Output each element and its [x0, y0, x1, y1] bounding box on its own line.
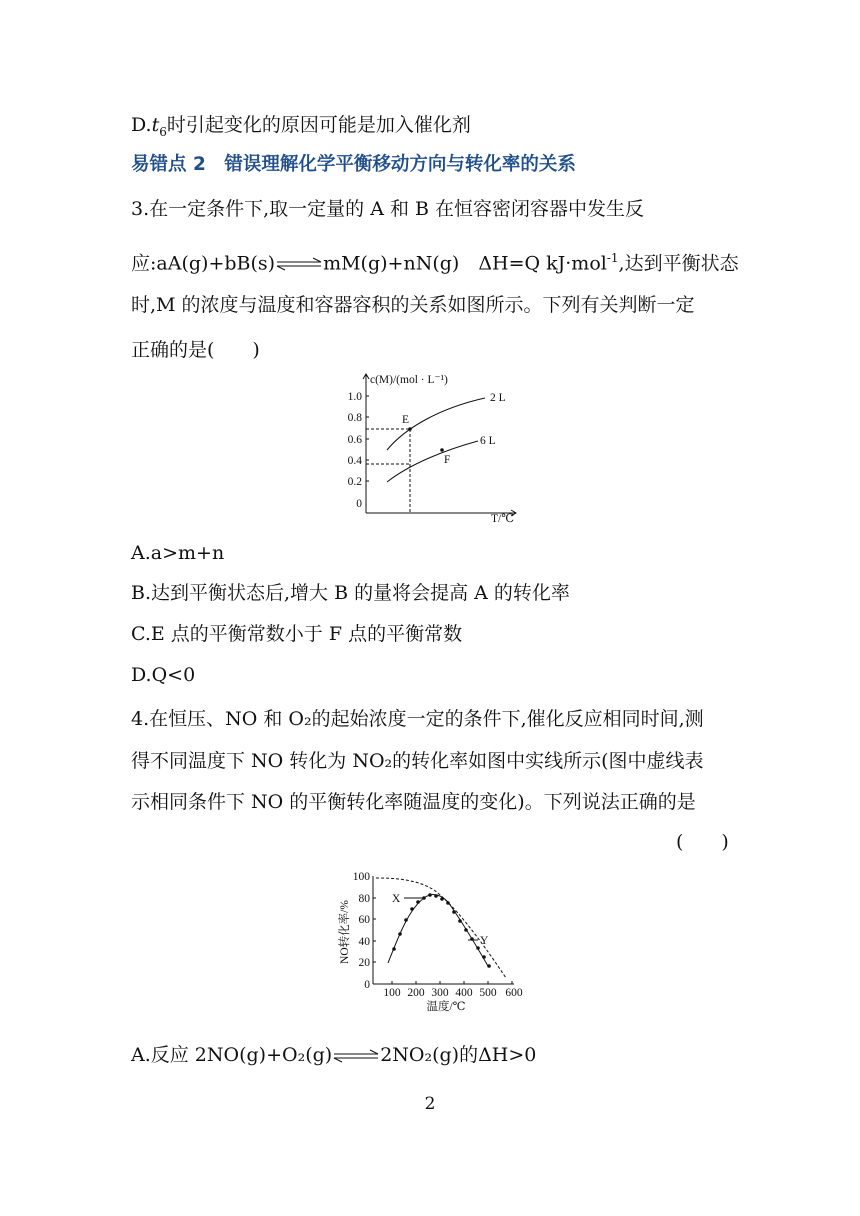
q3-y-axis-label: c(M)/(mol · L⁻¹) — [370, 374, 448, 386]
q3-y-tick: 1.0 — [347, 391, 362, 403]
q3-equation-left: aA(g)+bB(s) — [156, 252, 276, 275]
q4-line-1: 4.在恒压、NO 和 O₂的起始浓度一定的条件下,催化反应相同时间,测 — [131, 708, 704, 730]
q4-option-a-right: 2NO₂(g)的ΔH>0 — [380, 1044, 537, 1066]
q3-point-e-label: E — [402, 414, 410, 426]
q2-option-d-text: 时引起变化的原因可能是加入催化剂 — [166, 114, 471, 136]
q3-y-tick: 0 — [356, 498, 362, 510]
q4-y-tick: 100 — [352, 871, 370, 883]
q4-x-tick: 100 — [383, 987, 401, 999]
q4-y-tick: 20 — [358, 957, 370, 969]
q3-option-a: A.a>m+n — [131, 542, 225, 564]
q3-point-f-marker — [440, 448, 444, 452]
q2-option-d — [131, 112, 471, 145]
q3-curve-6l-label: 6 L — [480, 435, 496, 447]
q3-enthalpy: ΔH=Q kJ·mol — [459, 252, 607, 275]
q4-option-a-left: A.反应 2NO(g)+O₂(g) — [131, 1044, 333, 1066]
q3-concentration-figure — [330, 366, 530, 524]
q4-line-2: 得不同温度下 NO 转化为 NO₂的转化率如图中实线所示(图中虚线表 — [131, 750, 704, 772]
q4-x-tick: 200 — [407, 987, 425, 999]
q3-curve-2l-label: 2 L — [490, 392, 506, 404]
q4-x-tick: 400 — [455, 987, 473, 999]
q2-option-d-sub: 6 — [159, 124, 167, 139]
q3-line-4: 正确的是( ) — [131, 339, 260, 361]
q4-conversion-figure — [318, 866, 538, 1016]
q4-line-3: 示相同条件下 NO 的平衡转化率随温度的变化)。下列说法正确的是 — [131, 791, 696, 813]
q4-answer-bracket: ( ) — [676, 831, 729, 853]
q3-option-b: B.达到平衡状态后,增大 B 的量将会提高 A 的转化率 — [131, 582, 570, 604]
q4-y-tick: 0 — [364, 979, 370, 991]
q2-option-d-var: t — [151, 114, 160, 136]
q4-y-axis-label: NO转化率/% — [339, 900, 351, 964]
q3-line-2-start: 应: — [131, 252, 157, 275]
q3-line-1: 3.在一定条件下,取一定量的 A 和 B 在恒容密闭容器中发生反 — [131, 198, 645, 220]
equilibrium-arrow-icon — [332, 1049, 380, 1063]
q3-enthalpy-exponent: -1 — [606, 251, 619, 265]
q3-line-3: 时,M 的浓度与温度和容器容积的关系如图所示。下列有关判断一定 — [131, 294, 695, 316]
q3-y-tick: 0.8 — [347, 412, 362, 424]
q4-x-tick: 300 — [431, 987, 449, 999]
section-heading: 易错点 2 错误理解化学平衡移动方向与转化率的关系 — [131, 154, 576, 175]
equilibrium-arrow-icon — [275, 257, 323, 271]
page-number: 2 — [424, 1094, 436, 1114]
q4-x-tick: 600 — [505, 987, 523, 999]
q4-y-tick: 80 — [358, 893, 370, 905]
q4-point-x-label: X — [392, 893, 401, 905]
q3-curve-6l — [387, 441, 478, 482]
q3-point-e-marker — [408, 427, 412, 431]
q4-y-tick: 60 — [358, 914, 370, 926]
q3-x-axis-label: T/℃ — [491, 513, 515, 524]
q4-y-tick: 40 — [358, 936, 370, 948]
q4-measured-solid-curve — [388, 895, 488, 966]
q2-option-d-prefix: D. — [131, 114, 152, 136]
q3-y-tick: 0.2 — [347, 476, 362, 488]
q4-option-a — [131, 1042, 536, 1068]
q4-x-tick: 500 — [479, 987, 497, 999]
q4-x-axis-label: 温度/℃ — [426, 1001, 466, 1013]
q3-line-2 — [131, 245, 739, 276]
q3-equation-right: mM(g)+nN(g) — [323, 252, 460, 275]
q3-point-f-label: F — [444, 454, 451, 466]
q3-y-tick: 0.4 — [347, 455, 362, 467]
q3-option-c: C.E 点的平衡常数小于 F 点的平衡常数 — [131, 623, 463, 645]
q3-line-2-tail: ,达到平衡状态 — [618, 252, 739, 275]
q3-y-tick: 0.6 — [347, 434, 362, 446]
q3-option-d: D.Q<0 — [131, 664, 196, 686]
q4-point-y-label: Y — [480, 935, 489, 947]
